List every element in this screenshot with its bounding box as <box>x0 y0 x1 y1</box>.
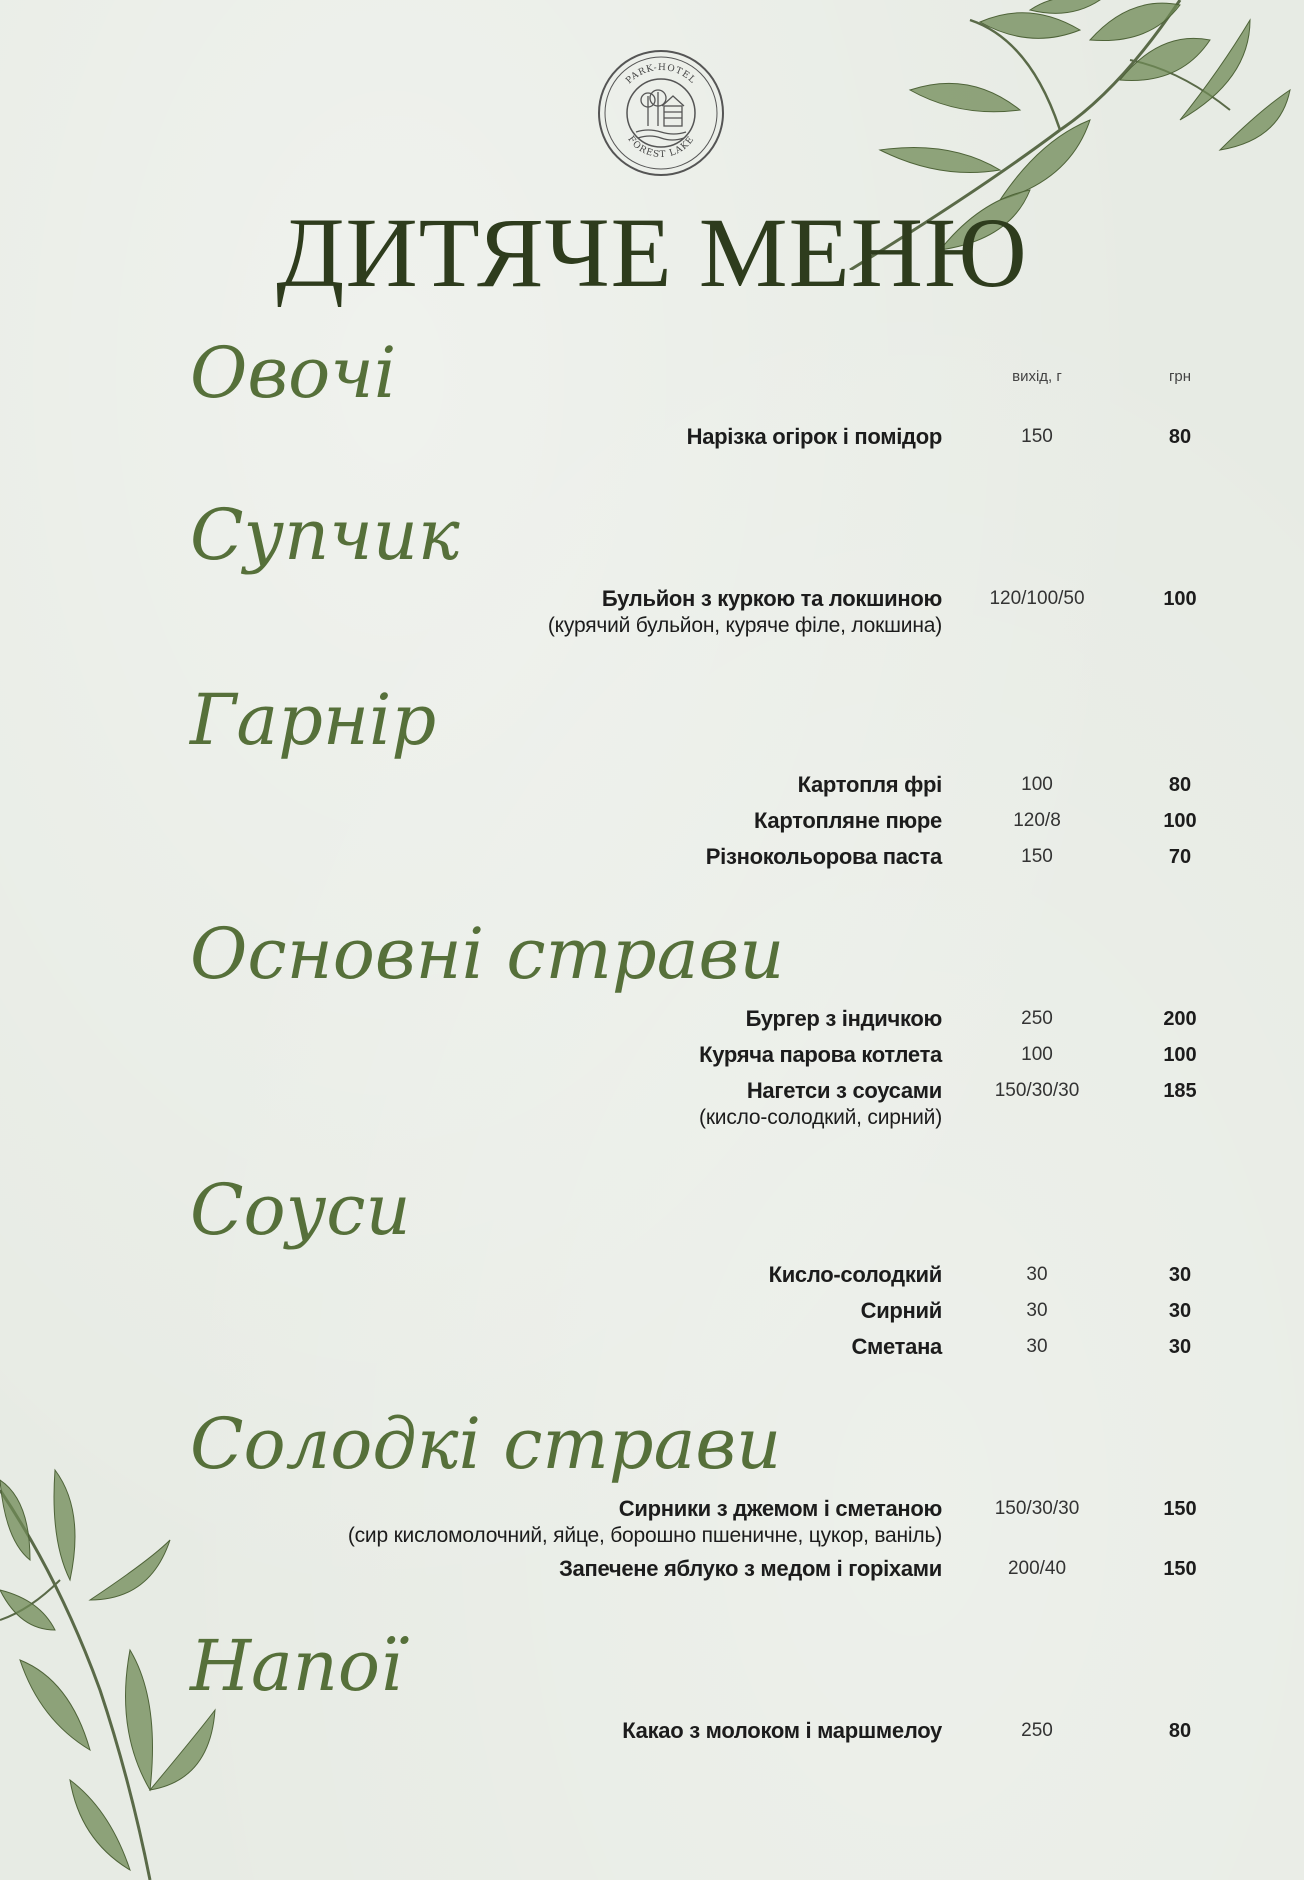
item-name: Картопля фрі <box>797 772 942 797</box>
item-price: 100 <box>1163 588 1197 610</box>
item-name: Бульйон з куркою та локшиною <box>601 586 942 611</box>
section-title-vegetables: Овочі <box>190 332 397 414</box>
item-price: 100 <box>1163 1044 1197 1066</box>
menu-item <box>0 839 1304 875</box>
item-weight: 150 <box>1021 426 1053 447</box>
item-name: Сметана <box>851 1334 942 1359</box>
menu-item <box>0 1257 1304 1293</box>
item-name: Запечене яблуко з медом і горіхами <box>559 1556 942 1581</box>
section-title-soup: Супчик <box>190 494 460 576</box>
section-title-main-dishes: Основні страви <box>190 913 785 995</box>
item-weight: 100 <box>1021 774 1053 795</box>
item-description: (курячий бульйон, куряче філе, локшина) <box>547 614 942 637</box>
menu-item <box>0 1073 1304 1129</box>
column-header-price: грн <box>1168 368 1192 385</box>
menu-item <box>0 803 1304 839</box>
item-name: Куряча парова котлета <box>699 1042 942 1067</box>
section-title-sauces: Соуси <box>190 1169 411 1251</box>
item-price: 200 <box>1163 1008 1197 1030</box>
item-weight: 250 <box>1021 1008 1053 1029</box>
item-weight: 150 <box>1021 846 1053 867</box>
item-name: Кисло-солодкий <box>768 1262 942 1287</box>
item-name: Сирники з джемом і сметаною <box>618 1496 942 1521</box>
page-title: ДИТЯЧЕ МЕНЮ <box>276 197 1028 308</box>
item-price: 150 <box>1163 1558 1197 1580</box>
menu-item <box>0 1551 1304 1587</box>
menu-item <box>0 1491 1304 1547</box>
item-description: (сир кисломолочний, яйце, борошно пшеничне, цукор, ваніль) <box>347 1524 942 1547</box>
item-price: 30 <box>1168 1300 1192 1322</box>
item-weight: 150/30/30 <box>994 1498 1080 1519</box>
menu-item <box>0 419 1304 455</box>
item-weight: 100 <box>1021 1044 1053 1065</box>
section-title-sides: Гарнір <box>190 679 437 761</box>
menu-item <box>0 1293 1304 1329</box>
item-weight: 200/40 <box>1007 1558 1067 1579</box>
item-weight: 250 <box>1021 1720 1053 1741</box>
item-name: Картопляне пюре <box>754 808 942 833</box>
item-price: 80 <box>1168 426 1192 448</box>
section-title-drinks: Напої <box>190 1625 403 1707</box>
item-name: Сирний <box>860 1298 942 1323</box>
column-header-weight: вихід, г <box>1012 368 1062 385</box>
svg-text:PARK-HOTEL <box>624 63 697 86</box>
item-weight: 30 <box>1026 1264 1048 1285</box>
menu-item <box>0 1713 1304 1749</box>
item-name: Какао з молоком і маршмелоу <box>622 1718 942 1743</box>
item-name: Нагетси з соусами <box>746 1078 942 1103</box>
menu-item <box>0 767 1304 803</box>
item-weight: 30 <box>1026 1300 1048 1321</box>
item-name: Нарізка огірок і помідор <box>686 424 942 449</box>
park-hotel-logo-icon <box>596 48 726 178</box>
item-price: 70 <box>1168 846 1192 868</box>
item-price: 30 <box>1168 1264 1192 1286</box>
item-weight: 30 <box>1026 1336 1048 1357</box>
item-price: 80 <box>1168 774 1192 796</box>
item-name: Різнокольорова паста <box>705 844 942 869</box>
menu-item <box>0 1329 1304 1365</box>
menu-item <box>0 1001 1304 1037</box>
item-price: 80 <box>1168 1720 1192 1742</box>
menu-item <box>0 581 1304 637</box>
item-weight: 120/100/50 <box>989 588 1085 609</box>
menu-item <box>0 1037 1304 1073</box>
item-price: 150 <box>1163 1498 1197 1520</box>
item-price: 30 <box>1168 1336 1192 1358</box>
item-description: (кисло-солодкий, сирний) <box>699 1106 942 1129</box>
item-name: Бургер з індичкою <box>745 1006 942 1031</box>
logo-bottom-text: FOREST LAKE <box>625 134 697 161</box>
item-weight: 150/30/30 <box>994 1080 1080 1101</box>
item-weight: 120/8 <box>1013 810 1061 831</box>
logo-top-text: PARK-HOTEL <box>624 62 698 87</box>
item-price: 100 <box>1163 810 1197 832</box>
section-title-desserts: Солодкі страви <box>190 1403 782 1485</box>
item-price: 185 <box>1163 1080 1197 1102</box>
